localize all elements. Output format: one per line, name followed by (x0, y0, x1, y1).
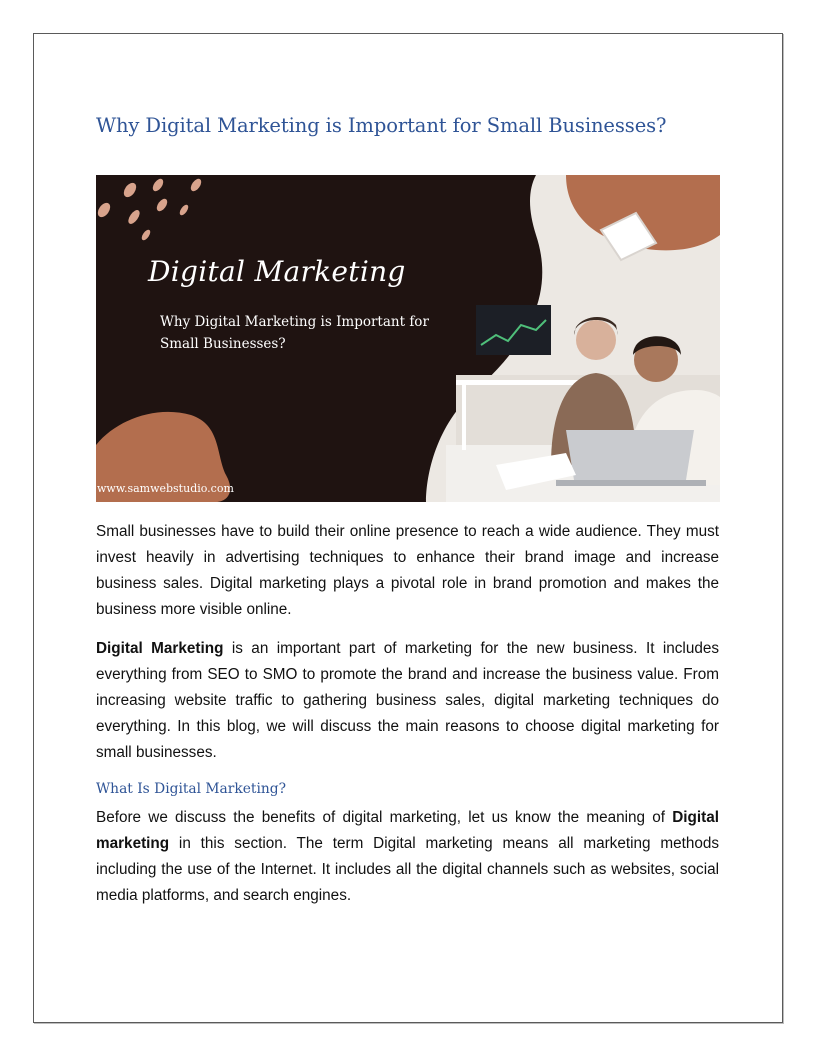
banner-url: www.samwebstudio.com (97, 482, 234, 495)
paragraph-digital-marketing (96, 636, 719, 766)
paragraph-definition (96, 805, 719, 909)
paragraph-text: is an important part of marketing for the new business. It includes everything from SEO to SMO to promote the brand and increase the business value. From increasing website traffic to gathering business sales, digital marketing techniques do everything. In this blog, we will discuss the main reasons to choose digital marketing for small businesses. (96, 640, 719, 761)
bold-term: Digital marketing (96, 809, 719, 852)
paragraph-text-start: Before we discuss the benefits of digital marketing, let us know the meaning of (96, 809, 673, 826)
banner-subheading: Why Digital Marketing is Important for Small Businesses? (160, 314, 429, 352)
paragraph-text-rest: in this section. The term Digital marketing means all marketing methods including the use of the Internet. It includes all the digital channels such as websites, social media platforms, and search engines. (96, 835, 719, 904)
banner-heading: Digital Marketing (148, 255, 406, 288)
bold-term: Digital Marketing (96, 640, 224, 657)
paragraph-intro: Small businesses have to build their online presence to reach a wide audience. They must invest heavily in advertising techniques to enhance their brand image and increase business sales. Digital marketing plays a pivotal role in brand promotion and makes the business more visible online. (96, 523, 719, 618)
section-heading: What Is Digital Marketing? (96, 781, 286, 797)
banner-image (96, 175, 720, 502)
document-title: Why Digital Marketing is Important for Small Businesses? (96, 114, 667, 137)
